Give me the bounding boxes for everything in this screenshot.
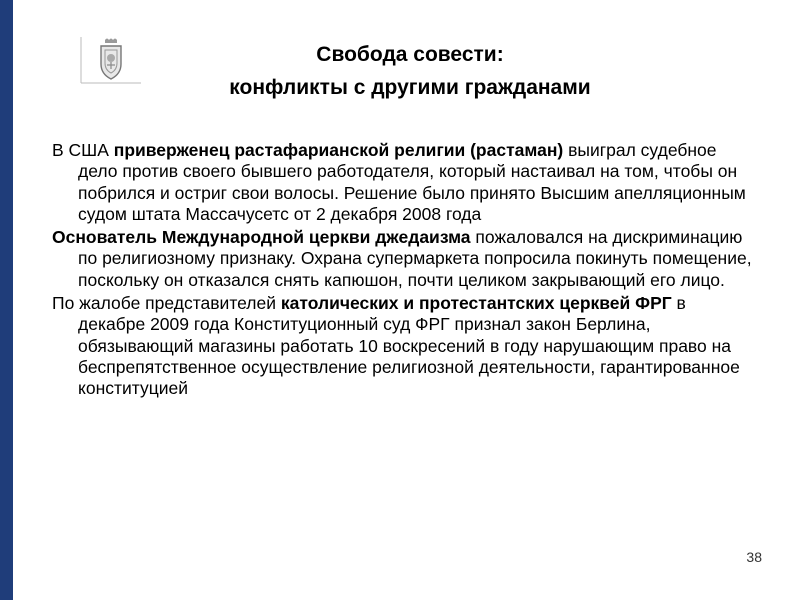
paragraph-churches xyxy=(52,293,752,399)
page-number: 38 xyxy=(746,549,762,565)
emblem-icon xyxy=(80,34,142,84)
paragraph-text: в декабре 2009 года Конституционный суд ФРГ признал закон Берлина, обязывающий магазины работать 10 воскресений в году нарушающим право на беспрепятственное осуществление религиозной деятельности, гарантированное конституцией xyxy=(78,293,740,399)
left-accent-bar xyxy=(0,0,13,600)
paragraph-rastafarian xyxy=(52,140,752,225)
paragraph-text: выиграл судебное дело против своего бывшего работодателя, который настаивал на том, чтобы он побрился и остриг свои волосы. Решение было принято Высшим апелляционным судом штата Массачусетс от 2 декабря 2008 года xyxy=(78,140,746,224)
paragraph-bold: Основатель Международной церкви джедаизма xyxy=(52,227,471,248)
paragraph-text: пожаловался на дискриминацию по религиозному признаку. Охрана супермаркета попросила покинуть помещение, поскольку он отказался снять капюшон, почти целиком закрывающий его лицо. xyxy=(78,227,752,290)
paragraph-prefix: В США xyxy=(52,140,114,160)
slide-title-line-2: конфликты с другими гражданами xyxy=(229,76,591,99)
slide-body xyxy=(52,140,752,402)
paragraph-prefix: По жалобе представителей xyxy=(52,293,281,314)
slide-title-line-1: Свобода совести: xyxy=(316,43,504,66)
paragraph-bold: католических и протестантских церквей ФРГ xyxy=(280,293,672,314)
slide-title xyxy=(150,38,670,104)
paragraph-bold: приверженец растафарианской религии (растаман) xyxy=(113,140,564,160)
paragraph-jedi xyxy=(52,227,752,291)
